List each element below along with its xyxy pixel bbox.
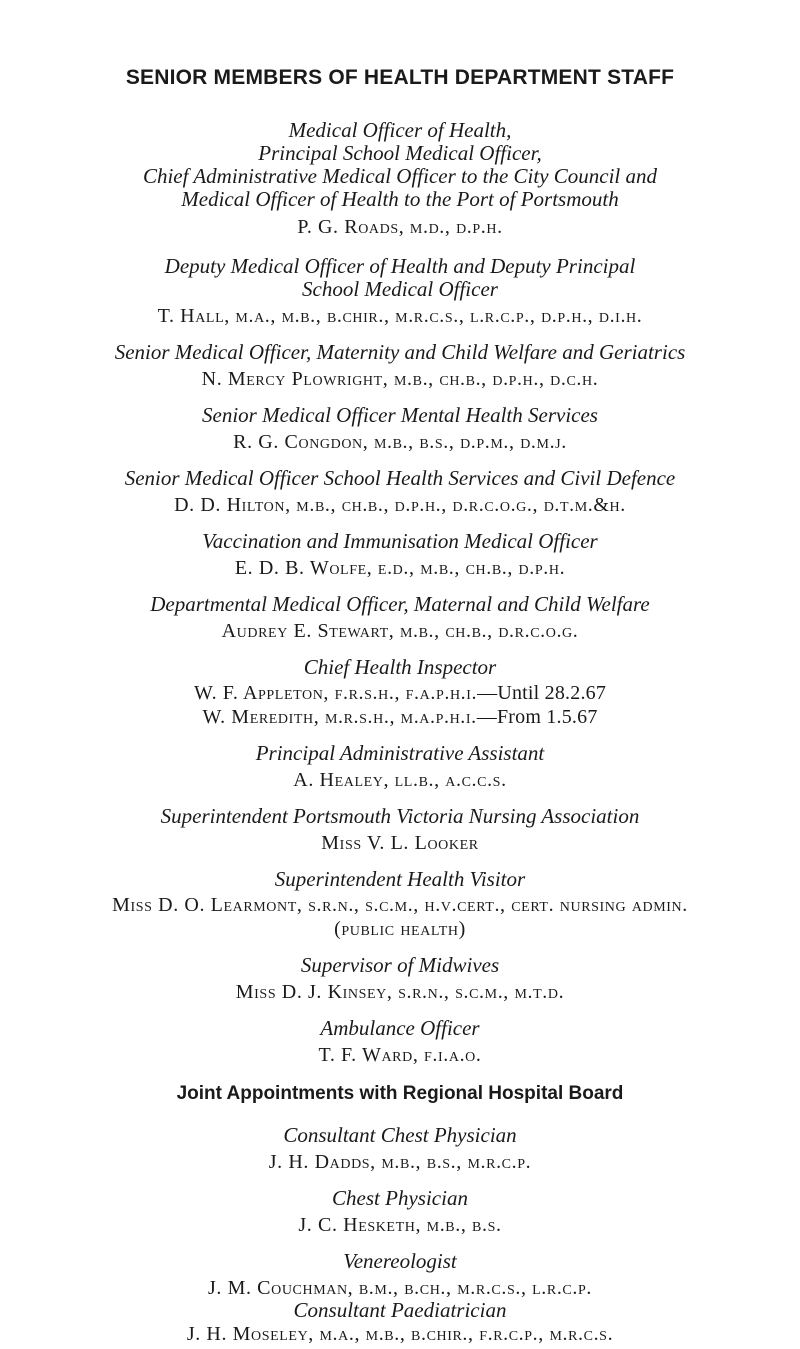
staff-name: Miss D. J. Kinsey, s.r.n., s.c.m., m.t.d. bbox=[235, 981, 565, 1003]
entry-title-line: Chest Physician bbox=[332, 1186, 468, 1210]
entry-title-line: Chief Health Inspector bbox=[303, 655, 497, 679]
staff-name: A. Healey, ll.b., a.c.c.s. bbox=[293, 769, 507, 791]
staff-name: R. G. Congdon, m.b., b.s., d.p.m., d.m.j. bbox=[233, 431, 567, 453]
staff-name: J. H. Moseley, m.a., m.b., b.chir., f.r.c.p., m.r.c.s. bbox=[186, 1323, 614, 1345]
staff-name: Audrey E. Stewart, m.b., ch.b., d.r.c.o.g. bbox=[221, 620, 579, 642]
entry-title-line: Venereologist bbox=[343, 1249, 457, 1273]
entry-title-line: Consultant Chest Physician bbox=[283, 1123, 517, 1147]
staff-name: N. Mercy Plowright, m.b., ch.b., d.p.h., d.c.h. bbox=[201, 368, 599, 390]
staff-name: P. G. Roads, m.d., d.p.h. bbox=[297, 216, 503, 238]
staff-name: E. D. B. Wolfe, e.d., m.b., ch.b., d.p.h. bbox=[234, 557, 566, 579]
entry-title-line: Superintendent Portsmouth Victoria Nursing Association bbox=[160, 804, 640, 828]
entry-title-line: Consultant Paediatrician bbox=[293, 1298, 507, 1322]
entry-title-line: Medical Officer of Health, bbox=[288, 118, 512, 142]
entry-title-line: Principal Administrative Assistant bbox=[255, 741, 545, 765]
page-heading: SENIOR MEMBERS OF HEALTH DEPARTMENT STAFF bbox=[125, 66, 675, 89]
staff-name: Miss D. O. Learmont, s.r.n., s.c.m., h.v.cert., cert. nursing admin. bbox=[112, 894, 688, 916]
staff-name: D. D. Hilton, m.b., ch.b., d.p.h., d.r.c.o.g., d.t.m.&h. bbox=[174, 494, 626, 516]
entry-title-line: Chief Administrative Medical Officer to the City Council and bbox=[142, 164, 658, 188]
staff-name: T. F. Ward, f.i.a.o. bbox=[318, 1044, 482, 1066]
entry-title-line: Senior Medical Officer, Maternity and Child Welfare and Geriatrics bbox=[114, 340, 686, 364]
staff-name: J. C. Hesketh, m.b., b.s. bbox=[298, 1214, 502, 1236]
staff-name-row bbox=[0, 705, 800, 729]
staff-name: J. M. Couchman, b.m., b.ch., m.r.c.s., l.r.c.p. bbox=[208, 1277, 592, 1299]
entry-title-line: Superintendent Health Visitor bbox=[274, 867, 526, 891]
entry-title-line: Departmental Medical Officer, Maternal and Child Welfare bbox=[150, 592, 650, 616]
tenure-note: —Until 28.2.67 bbox=[477, 682, 607, 704]
entry-title-line: Senior Medical Officer School Health Services and Civil Defence bbox=[124, 466, 676, 490]
staff-name: Miss V. L. Looker bbox=[321, 832, 479, 854]
entry-title-line: Deputy Medical Officer of Health and Deputy Principal bbox=[164, 254, 636, 278]
entry-title-line: Ambulance Officer bbox=[320, 1016, 480, 1040]
staff-name: T. Hall, m.a., m.b., b.chir., m.r.c.s., l.r.c.p., d.p.h., d.i.h. bbox=[157, 305, 643, 327]
joint-appointments-heading: Joint Appointments with Regional Hospital Board bbox=[176, 1083, 624, 1104]
entry-title-line: Vaccination and Immunisation Medical Officer bbox=[202, 529, 598, 553]
entry-title-line: Medical Officer of Health to the Port of Portsmouth bbox=[181, 187, 619, 211]
entry-title-line: Senior Medical Officer Mental Health Services bbox=[202, 403, 598, 427]
staff-name: W. Meredith, m.r.s.h., m.a.p.h.i. bbox=[202, 706, 477, 728]
entry-title-line: Supervisor of Midwives bbox=[300, 953, 500, 977]
tenure-note: —From 1.5.67 bbox=[476, 706, 598, 728]
staff-name: J. H. Dadds, m.b., b.s., m.r.c.p. bbox=[268, 1151, 532, 1173]
staff-name-continuation: (public health) bbox=[334, 918, 466, 940]
staff-name-row bbox=[0, 681, 800, 705]
entry-title-line: Principal School Medical Officer, bbox=[258, 141, 542, 165]
staff-name: W. F. Appleton, f.r.s.h., f.a.p.h.i. bbox=[193, 682, 478, 704]
entry-title-line: School Medical Officer bbox=[302, 277, 498, 301]
